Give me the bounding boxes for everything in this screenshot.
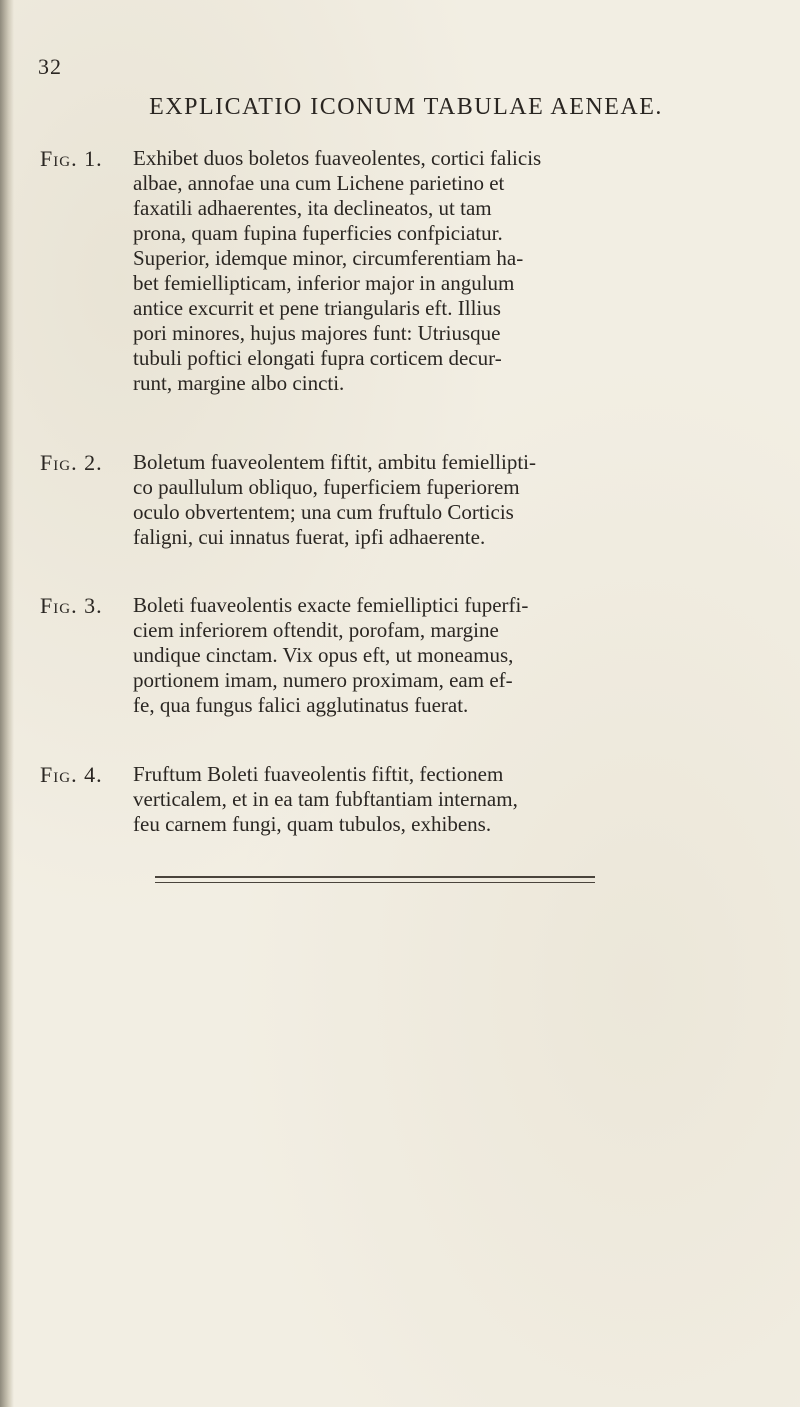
text-line: fe, qua fungus falici agglutinatus fuerat. <box>133 693 469 717</box>
page-binding-edge <box>0 0 14 1407</box>
figure-description <box>133 593 780 718</box>
page-number: 32 <box>38 54 62 79</box>
text-line: verticalem, et in ea tam fubftantiam internam, <box>133 787 518 811</box>
figure-description <box>133 146 780 396</box>
text-line: Boleti fuaveolentis exacte femielliptici fuperfi- <box>133 593 529 617</box>
text-line: faxatili adhaerentes, ita declineatos, ut tam <box>133 196 492 220</box>
figure-description <box>133 762 780 837</box>
text-line: albae, annofae una cum Lichene parietino et <box>133 171 505 195</box>
text-line: undique cinctam. Vix opus eft, ut moneamus, <box>133 643 514 667</box>
text-line: Fruftum Boleti fuaveolentis fiftit, fectionem <box>133 762 504 786</box>
figure-label: Fig. 2. <box>40 450 103 475</box>
figure-label: Fig. 1. <box>40 146 103 171</box>
closing-rule-thin <box>155 882 595 883</box>
text-line: co paullulum obliquo, fuperficiem fuperiorem <box>133 475 520 499</box>
text-line: runt, margine albo cincti. <box>133 371 345 395</box>
figure-label: Fig. 3. <box>40 593 103 618</box>
text-line: antice excurrit et pene triangularis eft. Illius <box>133 296 501 320</box>
text-line: oculo obvertentem; una cum fruftulo Corticis <box>133 500 514 524</box>
text-line: Superior, idemque minor, circumferentiam ha- <box>133 246 524 270</box>
text-line: feu carnem fungi, quam tubulos, exhibens. <box>133 812 492 836</box>
closing-rule <box>155 876 595 878</box>
text-line: bet femiellipticam, inferior major in angulum <box>133 271 515 295</box>
text-line: ciem inferiorem oftendit, porofam, margine <box>133 618 499 642</box>
text-line: faligni, cui innatus fuerat, ipfi adhaerente. <box>133 525 486 549</box>
text-line: Boletum fuaveolentem fiftit, ambitu femiellipti- <box>133 450 536 474</box>
text-line: portionem imam, numero proximam, eam ef- <box>133 668 513 692</box>
text-line: prona, quam fupina fuperficies confpiciatur. <box>133 221 503 245</box>
text-line: pori minores, hujus majores funt: Utriusque <box>133 321 501 345</box>
figure-description <box>133 450 780 550</box>
text-line: tubuli poftici elongati fupra corticem decur- <box>133 346 502 370</box>
running-head: EXPLICATIO ICONUM TABULAE AENEAE. <box>149 94 663 120</box>
figure-label: Fig. 4. <box>40 762 103 787</box>
text-line: Exhibet duos boletos fuaveolentes, cortici falicis <box>133 146 542 170</box>
